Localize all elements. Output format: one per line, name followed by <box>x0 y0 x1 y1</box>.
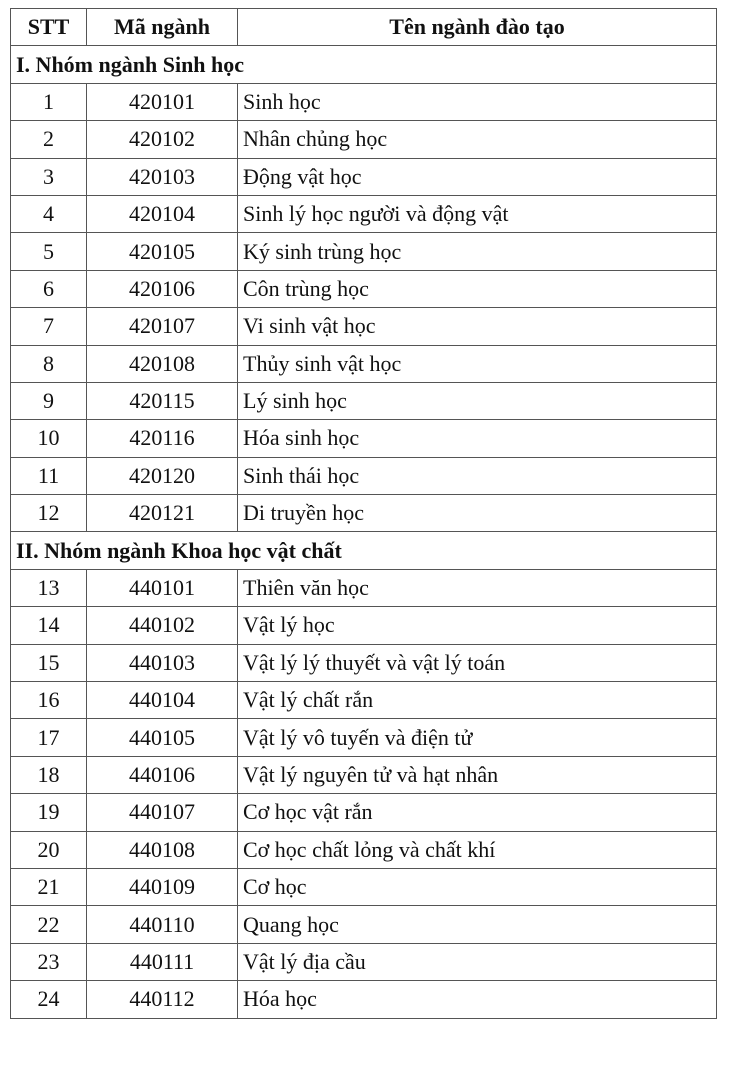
table-row <box>11 644 717 681</box>
table-row <box>11 943 717 980</box>
row-name: Vật lý địa cầu <box>238 943 717 980</box>
row-code: 440108 <box>87 831 238 868</box>
row-code: 440105 <box>87 719 238 756</box>
row-stt: 4 <box>11 195 87 232</box>
group-title: I. Nhóm ngành Sinh học <box>11 46 717 83</box>
group-row <box>11 46 717 83</box>
row-stt: 20 <box>11 831 87 868</box>
row-code: 440106 <box>87 756 238 793</box>
row-code: 420120 <box>87 457 238 494</box>
row-code: 420115 <box>87 382 238 419</box>
row-code: 440109 <box>87 868 238 905</box>
row-stt: 11 <box>11 457 87 494</box>
row-code: 420102 <box>87 121 238 158</box>
row-name: Sinh học <box>238 83 717 120</box>
row-stt: 19 <box>11 794 87 831</box>
row-name: Vật lý chất rắn <box>238 682 717 719</box>
table-row <box>11 233 717 270</box>
row-name: Vật lý học <box>238 607 717 644</box>
row-stt: 13 <box>11 569 87 606</box>
header-stt: STT <box>11 9 87 46</box>
table-row <box>11 457 717 494</box>
row-stt: 5 <box>11 233 87 270</box>
row-name: Côn trùng học <box>238 270 717 307</box>
row-stt: 3 <box>11 158 87 195</box>
table-row <box>11 719 717 756</box>
row-stt: 8 <box>11 345 87 382</box>
table-row <box>11 831 717 868</box>
header-name: Tên ngành đào tạo <box>238 9 717 46</box>
row-name: Sinh lý học người và động vật <box>238 195 717 232</box>
row-name: Cơ học chất lỏng và chất khí <box>238 831 717 868</box>
row-stt: 12 <box>11 495 87 532</box>
row-name: Di truyền học <box>238 495 717 532</box>
majors-table <box>10 8 717 1019</box>
row-stt: 24 <box>11 981 87 1018</box>
table-row <box>11 195 717 232</box>
row-stt: 16 <box>11 682 87 719</box>
table-row <box>11 308 717 345</box>
table-row <box>11 607 717 644</box>
row-stt: 14 <box>11 607 87 644</box>
row-stt: 21 <box>11 868 87 905</box>
row-code: 440102 <box>87 607 238 644</box>
row-code: 420121 <box>87 495 238 532</box>
row-code: 440101 <box>87 569 238 606</box>
row-code: 420103 <box>87 158 238 195</box>
row-stt: 17 <box>11 719 87 756</box>
row-name: Quang học <box>238 906 717 943</box>
header-row <box>11 9 717 46</box>
table-row <box>11 158 717 195</box>
row-stt: 10 <box>11 420 87 457</box>
row-code: 440112 <box>87 981 238 1018</box>
table-row <box>11 906 717 943</box>
row-code: 440110 <box>87 906 238 943</box>
row-name: Vi sinh vật học <box>238 308 717 345</box>
table-row <box>11 569 717 606</box>
table-row <box>11 382 717 419</box>
row-stt: 2 <box>11 121 87 158</box>
row-code: 420108 <box>87 345 238 382</box>
row-code: 420107 <box>87 308 238 345</box>
row-stt: 23 <box>11 943 87 980</box>
table-row <box>11 868 717 905</box>
row-code: 420104 <box>87 195 238 232</box>
row-name: Thủy sinh vật học <box>238 345 717 382</box>
table-row <box>11 495 717 532</box>
row-name: Ký sinh trùng học <box>238 233 717 270</box>
row-code: 420101 <box>87 83 238 120</box>
table-row <box>11 756 717 793</box>
row-name: Cơ học <box>238 868 717 905</box>
row-name: Vật lý vô tuyến và điện tử <box>238 719 717 756</box>
table-row <box>11 981 717 1018</box>
row-stt: 7 <box>11 308 87 345</box>
table-row <box>11 121 717 158</box>
header-code: Mã ngành <box>87 9 238 46</box>
row-name: Vật lý nguyên tử và hạt nhân <box>238 756 717 793</box>
row-stt: 15 <box>11 644 87 681</box>
row-stt: 1 <box>11 83 87 120</box>
row-name: Hóa sinh học <box>238 420 717 457</box>
row-name: Cơ học vật rắn <box>238 794 717 831</box>
row-name: Động vật học <box>238 158 717 195</box>
table-row <box>11 794 717 831</box>
group-title: II. Nhóm ngành Khoa học vật chất <box>11 532 717 569</box>
table-row <box>11 83 717 120</box>
table-row <box>11 270 717 307</box>
table-row <box>11 420 717 457</box>
group-row <box>11 532 717 569</box>
table-body <box>11 46 717 1018</box>
row-name: Nhân chủng học <box>238 121 717 158</box>
row-name: Sinh thái học <box>238 457 717 494</box>
table-row <box>11 345 717 382</box>
table-row <box>11 682 717 719</box>
row-name: Thiên văn học <box>238 569 717 606</box>
row-stt: 9 <box>11 382 87 419</box>
row-code: 440104 <box>87 682 238 719</box>
row-stt: 22 <box>11 906 87 943</box>
row-code: 440111 <box>87 943 238 980</box>
row-code: 440107 <box>87 794 238 831</box>
row-code: 420106 <box>87 270 238 307</box>
row-code: 420105 <box>87 233 238 270</box>
row-name: Vật lý lý thuyết và vật lý toán <box>238 644 717 681</box>
row-stt: 18 <box>11 756 87 793</box>
row-name: Lý sinh học <box>238 382 717 419</box>
row-code: 420116 <box>87 420 238 457</box>
row-name: Hóa học <box>238 981 717 1018</box>
row-code: 440103 <box>87 644 238 681</box>
row-stt: 6 <box>11 270 87 307</box>
